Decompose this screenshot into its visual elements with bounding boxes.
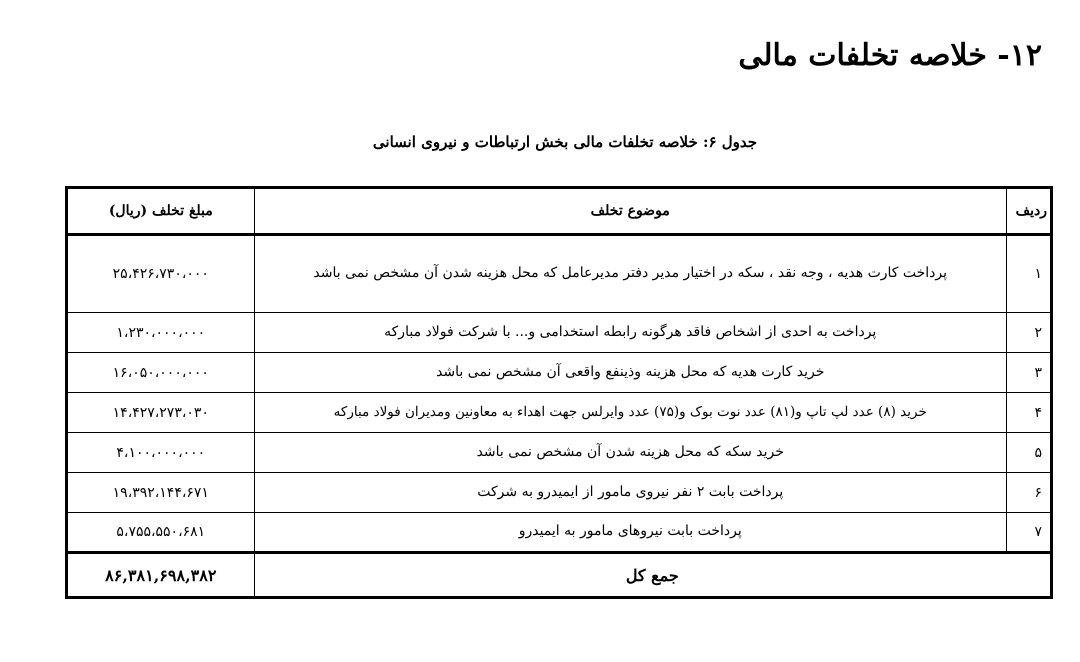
table-row bbox=[67, 393, 1052, 433]
row-amount: ۵،۷۵۵،۵۵۰،۶۸۱ bbox=[67, 513, 255, 553]
row-amount: ۱۶،۰۵۰،۰۰۰،۰۰۰ bbox=[67, 353, 255, 393]
table-row bbox=[67, 235, 1052, 313]
table-header-row bbox=[67, 188, 1052, 235]
row-number: ۷ bbox=[1006, 513, 1051, 553]
row-number: ۳ bbox=[1006, 353, 1051, 393]
row-subject: پرداخت بابت ۲ نفر نیروی مامور از ایمیدرو به شرکت bbox=[254, 473, 1006, 513]
financial-violations-table bbox=[65, 186, 1053, 599]
row-amount: ۴،۱۰۰،۰۰۰،۰۰۰ bbox=[67, 433, 255, 473]
row-number: ۲ bbox=[1006, 313, 1051, 353]
row-number: ۴ bbox=[1006, 393, 1051, 433]
header-amount: مبلغ تخلف (ریال) bbox=[67, 188, 255, 235]
table-row bbox=[67, 313, 1052, 353]
row-amount: ۱۴،۴۲۷،۲۷۳،۰۳۰ bbox=[67, 393, 255, 433]
table-row bbox=[67, 353, 1052, 393]
row-number: ۶ bbox=[1006, 473, 1051, 513]
header-row-number: ردیف bbox=[1006, 188, 1051, 235]
row-subject: پرداخت بابت نیروهای مامور به ایمیدرو bbox=[254, 513, 1006, 553]
table-row bbox=[67, 513, 1052, 553]
table-caption: جدول ۶: خلاصه تخلفات مالی بخش ارتباطات و نیروی انسانی bbox=[372, 133, 758, 151]
total-row bbox=[67, 553, 1052, 598]
row-number: ۵ bbox=[1006, 433, 1051, 473]
row-subject: پرداخت به احدی از اشخاص فاقد هرگونه رابطه استخدامی و... با شرکت فولاد مبارکه bbox=[254, 313, 1006, 353]
section-heading: ۱۲- خلاصه تخلفات مالی bbox=[738, 38, 1042, 73]
table-row bbox=[67, 433, 1052, 473]
row-number: ۱ bbox=[1006, 235, 1051, 313]
row-subject: خرید (۸) عدد لپ تاپ و(۸۱) عدد نوت بوک و(۷۵) عدد وایرلس جهت اهداء به معاونین ومدیران فولاد مبارکه bbox=[254, 393, 1006, 433]
table-row bbox=[67, 473, 1052, 513]
row-amount: ۱۹،۳۹۲،۱۴۴،۶۷۱ bbox=[67, 473, 255, 513]
total-label: جمع کل bbox=[254, 553, 1051, 598]
row-subject: پرداخت کارت هدیه ، وجه نقد ، سکه در اختیار مدیر دفتر مدیرعامل که محل هزینه شدن آن مشخص نمی باشد bbox=[254, 235, 1006, 313]
row-amount: ۲۵،۴۲۶،۷۳۰،۰۰۰ bbox=[67, 235, 255, 313]
header-subject: موضوع تخلف bbox=[254, 188, 1006, 235]
row-amount: ۱،۲۳۰،۰۰۰،۰۰۰ bbox=[67, 313, 255, 353]
total-amount: ۸۶,۳۸۱,۶۹۸,۳۸۲ bbox=[67, 553, 255, 598]
row-subject: خرید سکه که محل هزینه شدن آن مشخص نمی باشد bbox=[254, 433, 1006, 473]
row-subject: خرید کارت هدیه که محل هزینه وذینفع واقعی آن مشخص نمی باشد bbox=[254, 353, 1006, 393]
